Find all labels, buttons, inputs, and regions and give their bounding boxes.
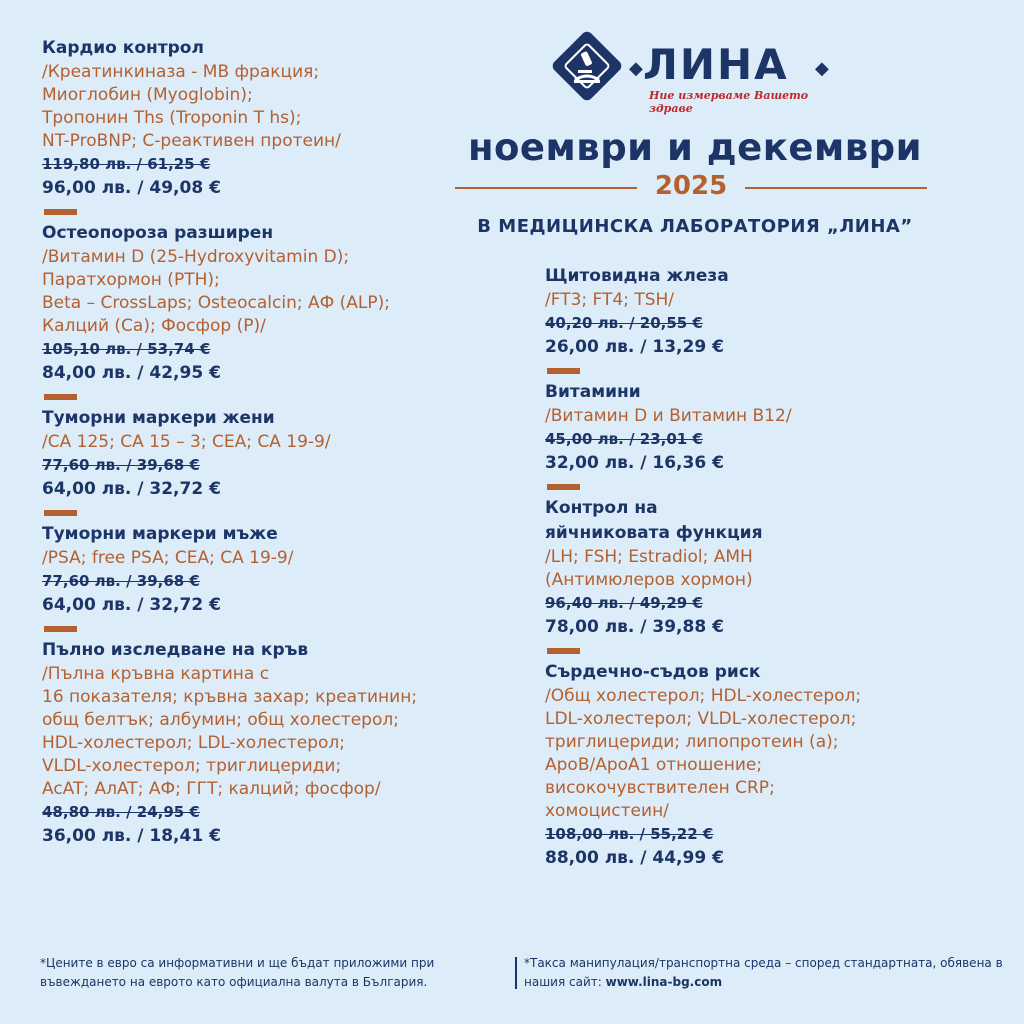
- package-card: [42, 36, 512, 201]
- package-separator: [547, 484, 580, 490]
- old-price: 40,20 лв. / 20,55 €: [545, 314, 703, 332]
- package-title: Туморни маркери жени: [42, 408, 275, 428]
- logo-dot-right: ◆: [815, 58, 829, 79]
- package-title: Щитовидна жлеза: [545, 266, 729, 286]
- package-title: Остеопороза разширен: [42, 223, 274, 243]
- package-test-line: /PSA; free PSA; CEA; CA 19-9/: [42, 548, 294, 568]
- promo-price: 78,00 лв. / 39,88 €: [545, 617, 724, 637]
- old-price: 96,40 лв. / 49,29 €: [545, 594, 703, 612]
- package-test-line: VLDL-холестерол; триглицериди;: [42, 756, 342, 776]
- package-title: Пълно изследване на кръв: [42, 640, 309, 660]
- old-price: 119,80 лв. / 61,25 €: [42, 155, 211, 173]
- right-package-column: [545, 264, 985, 871]
- package-test-line: 16 показателя; кръвна захар; креатинин;: [42, 687, 418, 707]
- package-test-line: /LH; FSH; Estradiol; AMH: [545, 547, 753, 567]
- promo-price: 96,00 лв. / 49,08 €: [42, 178, 221, 198]
- package-test-line: Паратхормон (PTH);: [42, 270, 220, 290]
- old-price: 45,00 лв. / 23,01 €: [545, 430, 703, 448]
- package-separator: [44, 394, 77, 400]
- promo-price: 64,00 лв. / 32,72 €: [42, 479, 221, 499]
- old-price: 77,60 лв. / 39,68 €: [42, 456, 200, 474]
- package-test-line: /FT3; FT4; TSH/: [545, 290, 675, 310]
- package-card: [545, 660, 985, 871]
- package-separator: [547, 368, 580, 374]
- package-title: Сърдечно-съдов риск: [545, 662, 761, 682]
- package-test-line: /Пълна кръвна картина с: [42, 664, 270, 684]
- package-card: [42, 522, 512, 618]
- package-separator: [44, 626, 77, 632]
- promo-headline: ноември и декември: [467, 126, 923, 169]
- package-test-line: общ белтък; албумин; общ холестерол;: [42, 710, 399, 730]
- promo-price: 26,00 лв. / 13,29 €: [545, 337, 724, 357]
- package-test-line: АроВ/АроА1 отношение;: [545, 755, 763, 775]
- promo-price: 84,00 лв. / 42,95 €: [42, 363, 221, 383]
- package-test-line: триглицериди; липопротеин (а);: [545, 732, 839, 752]
- brand-logo: [553, 34, 853, 114]
- package-card: [42, 406, 512, 502]
- package-title: Туморни маркери мъже: [42, 524, 278, 544]
- package-test-line: хомоцистеин/: [545, 801, 669, 821]
- promo-price: 88,00 лв. / 44,99 €: [545, 848, 724, 868]
- brand-name: ЛИНА: [643, 40, 789, 89]
- package-separator: [547, 648, 580, 654]
- package-test-line: /Витамин D и Витамин В12/: [545, 406, 792, 426]
- year-row: [455, 170, 927, 204]
- promo-price: 32,00 лв. / 16,36 €: [545, 453, 724, 473]
- package-test-line: /Общ холестерол; HDL-холестерол;: [545, 686, 862, 706]
- old-price: 105,10 лв. / 53,74 €: [42, 340, 211, 358]
- package-separator: [44, 510, 77, 516]
- package-test-line: LDL-холестерол; VLDL-холестерол;: [545, 709, 857, 729]
- footer-divider: [515, 957, 517, 989]
- package-card: [42, 638, 512, 849]
- website-link[interactable]: www.lina-bg.com: [605, 975, 723, 989]
- package-test-line: /Витамин D (25-Hydroxyvitamin D);: [42, 247, 350, 267]
- package-test-line: AcAT; AлAT; АФ; ГГТ; калций; фосфор/: [42, 779, 381, 799]
- package-test-line: Тропонин Ths (Troponin T hs);: [42, 108, 302, 128]
- promo-year: 2025: [654, 171, 728, 201]
- footer-note-euro: *Цените в евро са информативни и ще бъдат приложими при въвеждането на еврото като официална валута в България.: [40, 956, 435, 989]
- promo-subtitle: В МЕДИЦИНСКА ЛАБОРАТОРИЯ „ЛИНА”: [477, 216, 913, 237]
- package-test-line: NT-ProBNP; С-реактивен протеин/: [42, 131, 341, 151]
- promo-price: 64,00 лв. / 32,72 €: [42, 595, 221, 615]
- package-title: Контрол на: [545, 498, 658, 518]
- package-test-line: високочувствителен CRP;: [545, 778, 775, 798]
- package-test-line: Калций (Са); Фосфор (Р)/: [42, 316, 266, 336]
- package-test-line: (Антимюлеров хормон): [545, 570, 753, 590]
- microscope-icon: [572, 50, 602, 84]
- package-title: Витамини: [545, 382, 641, 402]
- package-card: [545, 496, 985, 640]
- package-card: [545, 264, 985, 360]
- year-rule-right: [745, 187, 927, 189]
- package-test-line: HDL-холестерол; LDL-холестерол;: [42, 733, 346, 753]
- footer-note-fee: [524, 954, 1004, 992]
- package-test-line: Миоглобин (Myoglobin);: [42, 85, 253, 105]
- package-card: [42, 221, 512, 386]
- package-test-line: /CA 125; CA 15 – 3; CEA; CA 19-9/: [42, 432, 331, 452]
- footer-fee-text: *Такса манипулация/транспортна среда – според стандартната, обявена в нашия сайт:: [524, 956, 1003, 989]
- package-card: [545, 380, 985, 476]
- promo-price: 36,00 лв. / 18,41 €: [42, 826, 221, 846]
- package-separator: [44, 209, 77, 215]
- package-title: яйчниковата функция: [545, 523, 763, 543]
- package-title: Кардио контрол: [42, 38, 204, 58]
- package-test-line: /Креатинкиназа - МВ фракция;: [42, 62, 320, 82]
- old-price: 77,60 лв. / 39,68 €: [42, 572, 200, 590]
- brand-slogan: Ние измерваме Вашето здраве: [649, 89, 809, 115]
- old-price: 48,80 лв. / 24,95 €: [42, 803, 200, 821]
- old-price: 108,00 лв. / 55,22 €: [545, 825, 714, 843]
- logo-dot-left: ◆: [629, 58, 643, 79]
- left-package-column: [42, 36, 512, 849]
- package-test-line: Beta – CrossLaps; Osteocalcin; АФ (ALP);: [42, 293, 391, 313]
